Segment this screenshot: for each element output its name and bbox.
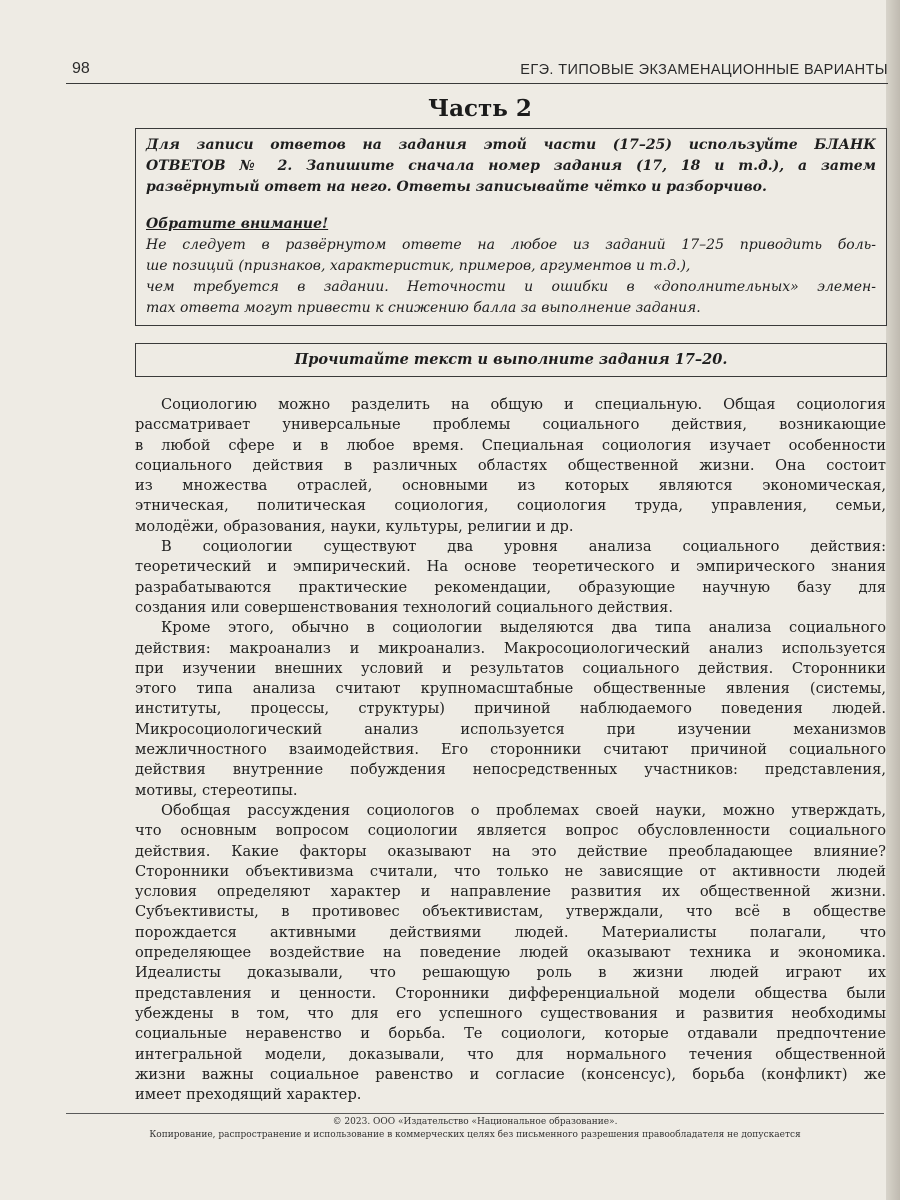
text-line: Субъективисты, в противовес объективистам, утверждали, что всё в обществе: [135, 903, 886, 921]
text-line: порождается активными действиями людей. Материалисты полагали, что: [135, 923, 886, 941]
text-line: институты, процессы, структуры) причиной наблюдаемого поведения людей.: [135, 700, 886, 718]
source-text: [135, 395, 886, 1105]
footer-copyright: © 2023. ООО «Издательство «Национальное образование».: [332, 1117, 618, 1127]
text-line: из множества отраслей, основными из которых являются экономическая,: [135, 477, 886, 495]
text-line: при изучении внешних условий и результатов социального действия. Сторонники: [135, 659, 886, 677]
text-line: В социологии существуют два уровня анализа социального действия:: [161, 538, 886, 556]
text-line: интегральной модели, доказывали, что для нормального течения общественной: [135, 1045, 886, 1063]
attention-label: Обратите внимание!: [146, 216, 329, 232]
running-head: ЕГЭ. ТИПОВЫЕ ЭКЗАМЕНАЦИОННЫЕ ВАРИАНТЫ: [520, 62, 888, 78]
page-edge-shadow: [886, 0, 900, 1200]
text-line: действия. Какие факторы оказывают на это действие преобладающее влияние?: [135, 842, 886, 860]
text-line: условия определяют характер и направление развития их общественной жизни.: [135, 883, 886, 901]
page-header: [66, 58, 888, 84]
text-line: Кроме этого, обычно в социологии выделяются два типа анализа социального: [161, 619, 886, 637]
text-line: жизни важны социальное равенство и согласие (консенсус), борьба (конфликт) же: [135, 1065, 886, 1083]
task-banner: Прочитайте текст и выполните задания 17–20.: [135, 343, 887, 377]
text-line: что основным вопросом социологии является вопрос обусловленности социального: [135, 822, 886, 840]
text-line: разрабатываются практические рекомендации, образующие научную базу для: [135, 578, 886, 596]
text-line: социального действия в различных областях общественной жизни. Она состоит: [135, 456, 886, 474]
part-title: Часть 2: [428, 95, 532, 122]
instruction-line: Для записи ответов на задания этой части (17–25) используйте БЛАНК: [146, 137, 876, 153]
text-line: молодёжи, образования, науки, культуры, религии и др.: [135, 517, 574, 535]
text-line: этническая, политическая социология, социология труда, управления, семьи,: [135, 497, 886, 515]
text-line: действия внутренние побуждения непосредственных участников: представления,: [135, 761, 886, 779]
text-line: Микросоциологический анализ используется при изучении механизмов: [135, 720, 886, 738]
text-line: Социологию можно разделить на общую и специальную. Общая социология: [161, 396, 886, 413]
text-line: рассматривает универсальные проблемы социального действия, возникающие: [135, 416, 886, 434]
footer-rule: [66, 1113, 884, 1114]
attention-line: ше позиций (признаков, характеристик, примеров, аргументов и т.д.),: [146, 258, 691, 274]
attention-line: тах ответа могут привести к снижению балла за выполнение задания.: [146, 300, 701, 316]
instruction-line: развёрнутый ответ на него. Ответы записывайте чётко и разборчиво.: [146, 179, 767, 195]
text-line: определяющее воздействие на поведение людей оказывают техника и экономика.: [135, 944, 886, 962]
attention-line: чем требуется в задании. Неточности и ошибки в «дополнительных» элемен-: [146, 279, 876, 295]
text-line: в любой сфере и в любое время. Специальная социология изучает особенности: [135, 436, 886, 454]
text-line: имеет преходящий характер.: [135, 1086, 362, 1104]
text-line: представления и ценности. Сторонники дифференциальной модели общества были: [135, 984, 886, 1002]
text-line: межличностного взаимодействия. Его сторонники считают причиной социального: [135, 741, 886, 759]
page-number: 98: [72, 60, 90, 77]
text-line: мотивы, стереотипы.: [135, 781, 298, 799]
text-line: Сторонники объективизма считали, что только не зависящие от активности людей: [135, 862, 886, 880]
text-line: Идеалисты доказывали, что решающую роль в жизни людей играют их: [135, 964, 886, 982]
text-line: убеждены в том, что для его успешного существования и развития необходимы: [135, 1004, 886, 1022]
attention-line: Не следует в развёрнутом ответе на любое из заданий 17–25 приводить боль-: [146, 237, 876, 253]
footer-notice: Копирование, распространение и использование в коммерческих целях без письменного разрешения правообладателя не допускается: [149, 1130, 801, 1140]
text-line: теоретический и эмпирический. На основе теоретического и эмпирического знания: [135, 558, 886, 576]
text-line: создания или совершенствования технологий социального действия.: [135, 598, 674, 616]
text-line: социальные неравенство и борьба. Те социологи, которые отдавали предпочтение: [135, 1025, 886, 1043]
text-line: действия: макроанализ и микроанализ. Макросоциологический анализ используется: [135, 639, 886, 657]
instruction-line: ОТВЕТОВ № 2. Запишите сначала номер задания (17, 18 и т.д.), а затем: [146, 158, 876, 174]
text-line: этого типа анализа считают крупномасштабные общественные явления (системы,: [135, 680, 886, 698]
instructions-box: [135, 128, 887, 326]
text-line: Обобщая рассуждения социологов о проблемах своей науки, можно утверждать,: [161, 801, 886, 819]
